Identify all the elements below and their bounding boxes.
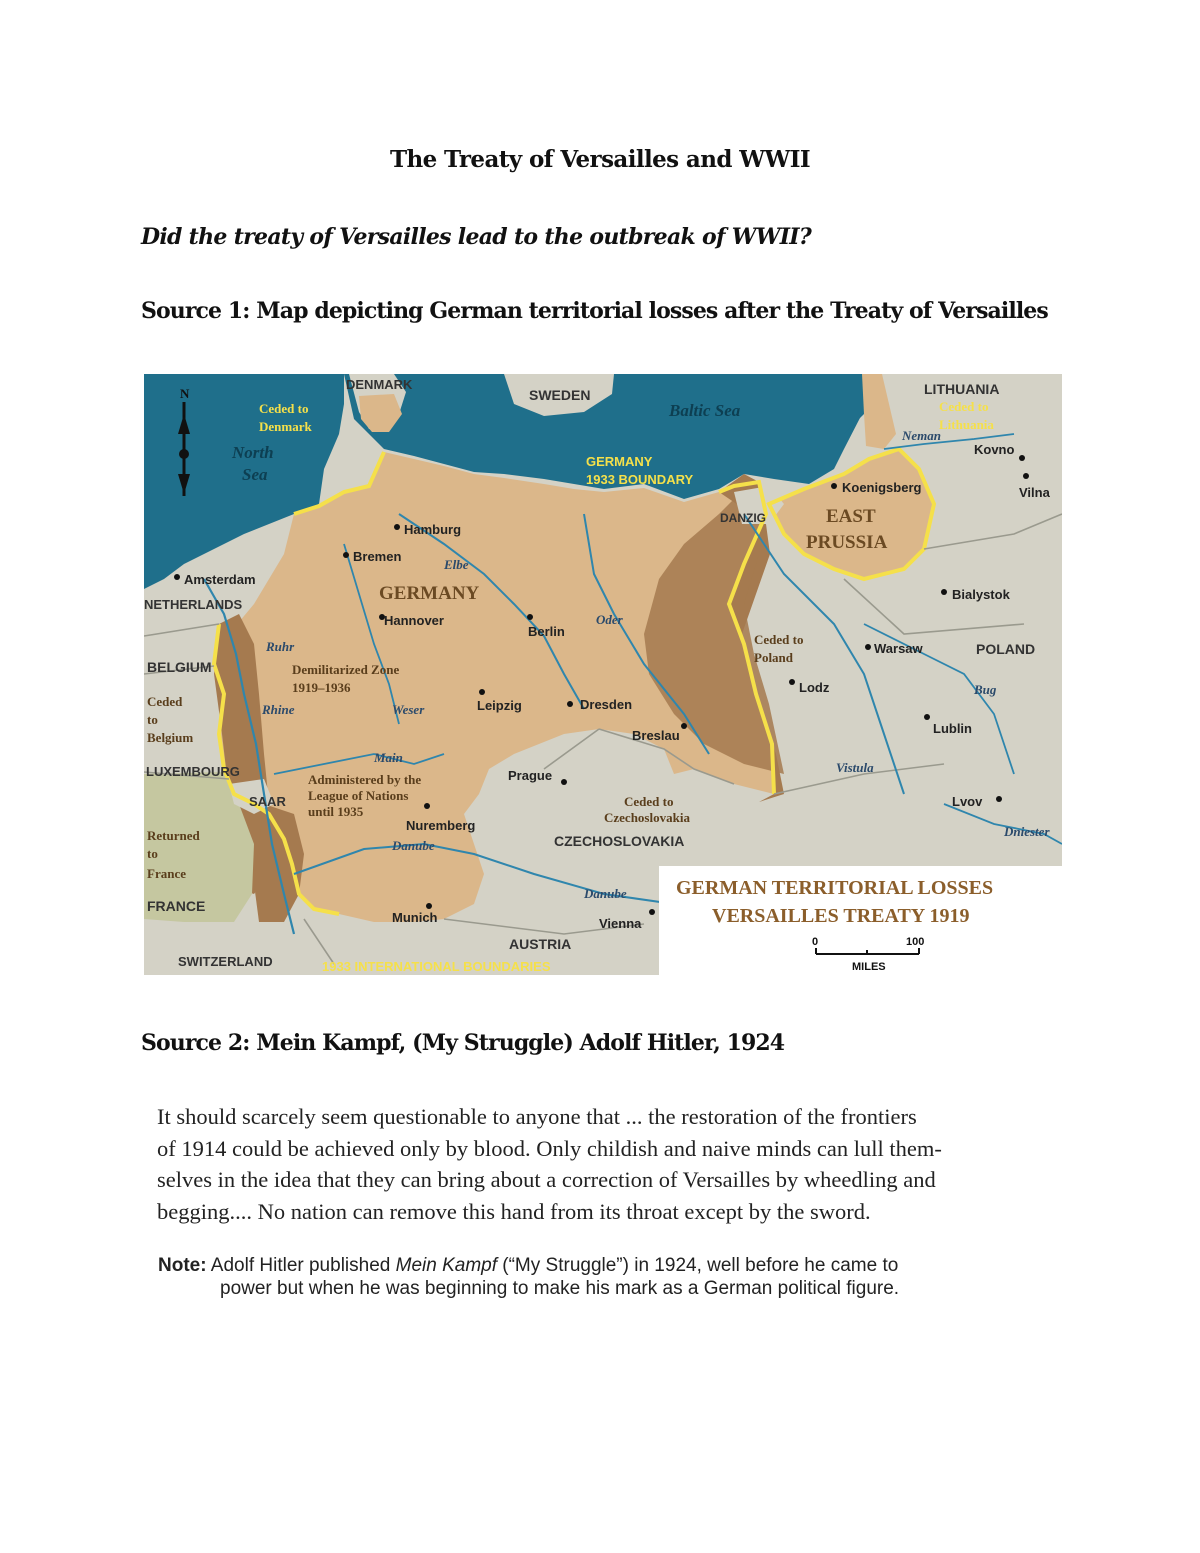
dot-vienna	[649, 909, 655, 915]
label-rhine: Rhine	[262, 702, 295, 717]
label-main: Main	[374, 750, 403, 765]
label-lithuania: LITHUANIA	[924, 381, 1000, 397]
label-amsterdam: Amsterdam	[184, 572, 256, 587]
label-belgium: BELGIUM	[147, 659, 212, 675]
label-france: FRANCE	[147, 898, 206, 914]
note-text-before: Adolf Hitler published	[206, 1255, 396, 1276]
label-lublin: Lublin	[933, 721, 972, 736]
dot-lodz	[789, 679, 795, 685]
anno-ceded-czech-1: Ceded to	[624, 794, 674, 809]
guiding-question: Did the treaty of Versailles lead to the outbreak of WWII?	[141, 224, 812, 250]
anno-administered-2: League of Nations	[308, 788, 409, 803]
anno-ceded-belgium-3: Belgium	[147, 730, 194, 745]
label-elbe: Elbe	[444, 557, 469, 572]
dot-nuremberg	[424, 803, 430, 809]
label-lvov: Lvov	[952, 794, 983, 809]
legend-title-1: GERMAN TERRITORIAL LOSSES	[676, 877, 994, 899]
label-hamburg: Hamburg	[404, 522, 462, 537]
label-koenigsberg: Koenigsberg	[842, 480, 922, 495]
anno-ceded-belgium-1: Ceded	[147, 694, 183, 709]
anno-ceded-belgium-2: to	[147, 712, 158, 727]
dot-lvov	[996, 796, 1002, 802]
label-kovno: Kovno	[974, 442, 1015, 457]
quote-line: of 1914 could be achieved only by blood. Only childish and naive minds can lull them-	[157, 1135, 942, 1161]
scale-max: 100	[906, 936, 925, 948]
anno-ceded-lithuania-2: Lithuania	[939, 417, 994, 432]
quote-line: selves in the idea that they can bring about a correction of Versailles by wheedling and	[157, 1167, 936, 1192]
label-lodz: Lodz	[799, 680, 830, 695]
label-east-prussia-2: PRUSSIA	[806, 532, 888, 553]
label-danube-2: Danube	[584, 886, 627, 901]
label-netherlands: NETHERLANDS	[144, 597, 243, 612]
note-line-2: power but when he was beginning to make his mark as a German political figure.	[220, 1278, 900, 1299]
label-sweden: SWEDEN	[529, 387, 591, 403]
label-nuremberg: Nuremberg	[406, 818, 476, 833]
anno-returned-1: Returned	[147, 828, 200, 843]
label-munich: Munich	[392, 910, 438, 925]
legend-title-2: VERSAILLES TREATY 1919	[712, 905, 970, 927]
label-germany: GERMANY	[379, 583, 480, 604]
label-baltic-sea: Baltic Sea	[669, 401, 741, 420]
dot-kovno	[1019, 455, 1025, 461]
scale-unit: MILES	[852, 961, 886, 973]
dot-prague	[561, 779, 567, 785]
label-bremen: Bremen	[353, 549, 402, 564]
label-north-sea-2: Sea	[242, 465, 268, 484]
dot-dresden	[567, 701, 573, 707]
anno-ceded-denmark-1: Ceded to	[259, 401, 309, 416]
anno-ceded-poland-1: Ceded to	[754, 632, 804, 647]
source-2-heading: Source 2: Mein Kampf, (My Struggle) Adolf Hitler, 1924	[141, 1030, 785, 1056]
dot-bialystok	[941, 589, 947, 595]
territorial-losses-map	[144, 374, 1062, 975]
label-breslau: Breslau	[632, 728, 680, 743]
anno-returned-2: to	[147, 846, 158, 861]
label-poland: POLAND	[976, 641, 1036, 657]
label-danzig: DANZIG	[720, 511, 766, 525]
anno-ceded-czech-2: Czechoslovakia	[604, 810, 690, 825]
label-berlin: Berlin	[528, 624, 565, 639]
label-switzerland: SWITZERLAND	[178, 954, 273, 969]
dot-vilna	[1023, 473, 1029, 479]
label-czechoslovakia: CZECHOSLOVAKIA	[554, 833, 685, 849]
anno-ceded-lithuania-1: Ceded to	[939, 399, 989, 414]
label-hannover: Hannover	[384, 613, 444, 628]
anno-demilitarized-1: Demilitarized Zone	[292, 662, 400, 677]
source-1-heading: Source 1: Map depicting German territorial losses after the Treaty of Versailles	[141, 298, 1048, 324]
mein-kampf-quote	[157, 1101, 1057, 1227]
label-bug: Bug	[974, 682, 997, 697]
label-dresden: Dresden	[580, 697, 633, 712]
dot-breslau	[681, 723, 687, 729]
note-label: Note:	[158, 1255, 207, 1276]
anno-ceded-denmark-2: Denmark	[259, 419, 312, 434]
dot-hamburg	[394, 524, 400, 530]
label-1933-boundaries: 1933 INTERNATIONAL BOUNDARIES	[322, 959, 551, 974]
label-warsaw: Warsaw	[874, 641, 923, 656]
label-oder: Oder	[596, 612, 623, 627]
label-saar: SAAR	[249, 794, 286, 809]
dot-lublin	[924, 714, 930, 720]
scale-zero: 0	[812, 936, 819, 948]
label-neman: Neman	[902, 428, 941, 443]
quote-line: It should scarcely seem questionable to anyone that ... the restoration of the frontiers	[157, 1104, 917, 1129]
dot-leipzig	[479, 689, 485, 695]
dot-munich	[426, 903, 432, 909]
label-prague: Prague	[508, 768, 553, 783]
quote-line: begging.... No nation can remove this hand from its throat except by the sword.	[157, 1198, 871, 1224]
label-germany-boundary-1: GERMANY	[586, 454, 653, 469]
label-germany-boundary-2: 1933 BOUNDARY	[586, 472, 694, 487]
note-book-title: Mein Kampf	[395, 1255, 497, 1276]
dot-warsaw	[865, 644, 871, 650]
label-bialystok: Bialystok	[952, 587, 1010, 602]
dot-bremen	[343, 552, 349, 558]
anno-ceded-poland-2: Poland	[754, 650, 794, 665]
label-danube-1: Danube	[392, 838, 435, 853]
note-text-after: (“My Struggle”) in 1924, well before he came to	[497, 1255, 899, 1276]
anno-demilitarized-2: 1919–1936	[292, 680, 351, 695]
anno-administered-1: Administered by the	[308, 772, 422, 787]
label-leipzig: Leipzig	[477, 698, 522, 713]
dot-berlin	[527, 614, 533, 620]
label-austria: AUSTRIA	[509, 936, 572, 952]
label-east-prussia-1: EAST	[826, 506, 876, 527]
label-vistula: Vistula	[836, 760, 874, 775]
page-title: The Treaty of Versailles and WWII	[389, 146, 811, 173]
dot-amsterdam	[174, 574, 180, 580]
label-luxembourg: LUXEMBOURG	[146, 764, 240, 779]
compass-label: N	[180, 386, 190, 401]
label-dniester: Dniester	[1004, 824, 1050, 839]
quote-note	[158, 1254, 1038, 1300]
label-denmark: DENMARK	[346, 377, 413, 392]
label-ruhr: Ruhr	[266, 639, 295, 654]
label-weser: Weser	[392, 702, 425, 717]
label-vilna: Vilna	[1019, 485, 1050, 500]
label-north-sea-1: North	[232, 443, 274, 462]
dot-koenigsberg	[831, 483, 837, 489]
anno-administered-3: until 1935	[308, 804, 364, 819]
label-vienna: Vienna	[599, 916, 642, 931]
anno-returned-3: France	[147, 866, 186, 881]
